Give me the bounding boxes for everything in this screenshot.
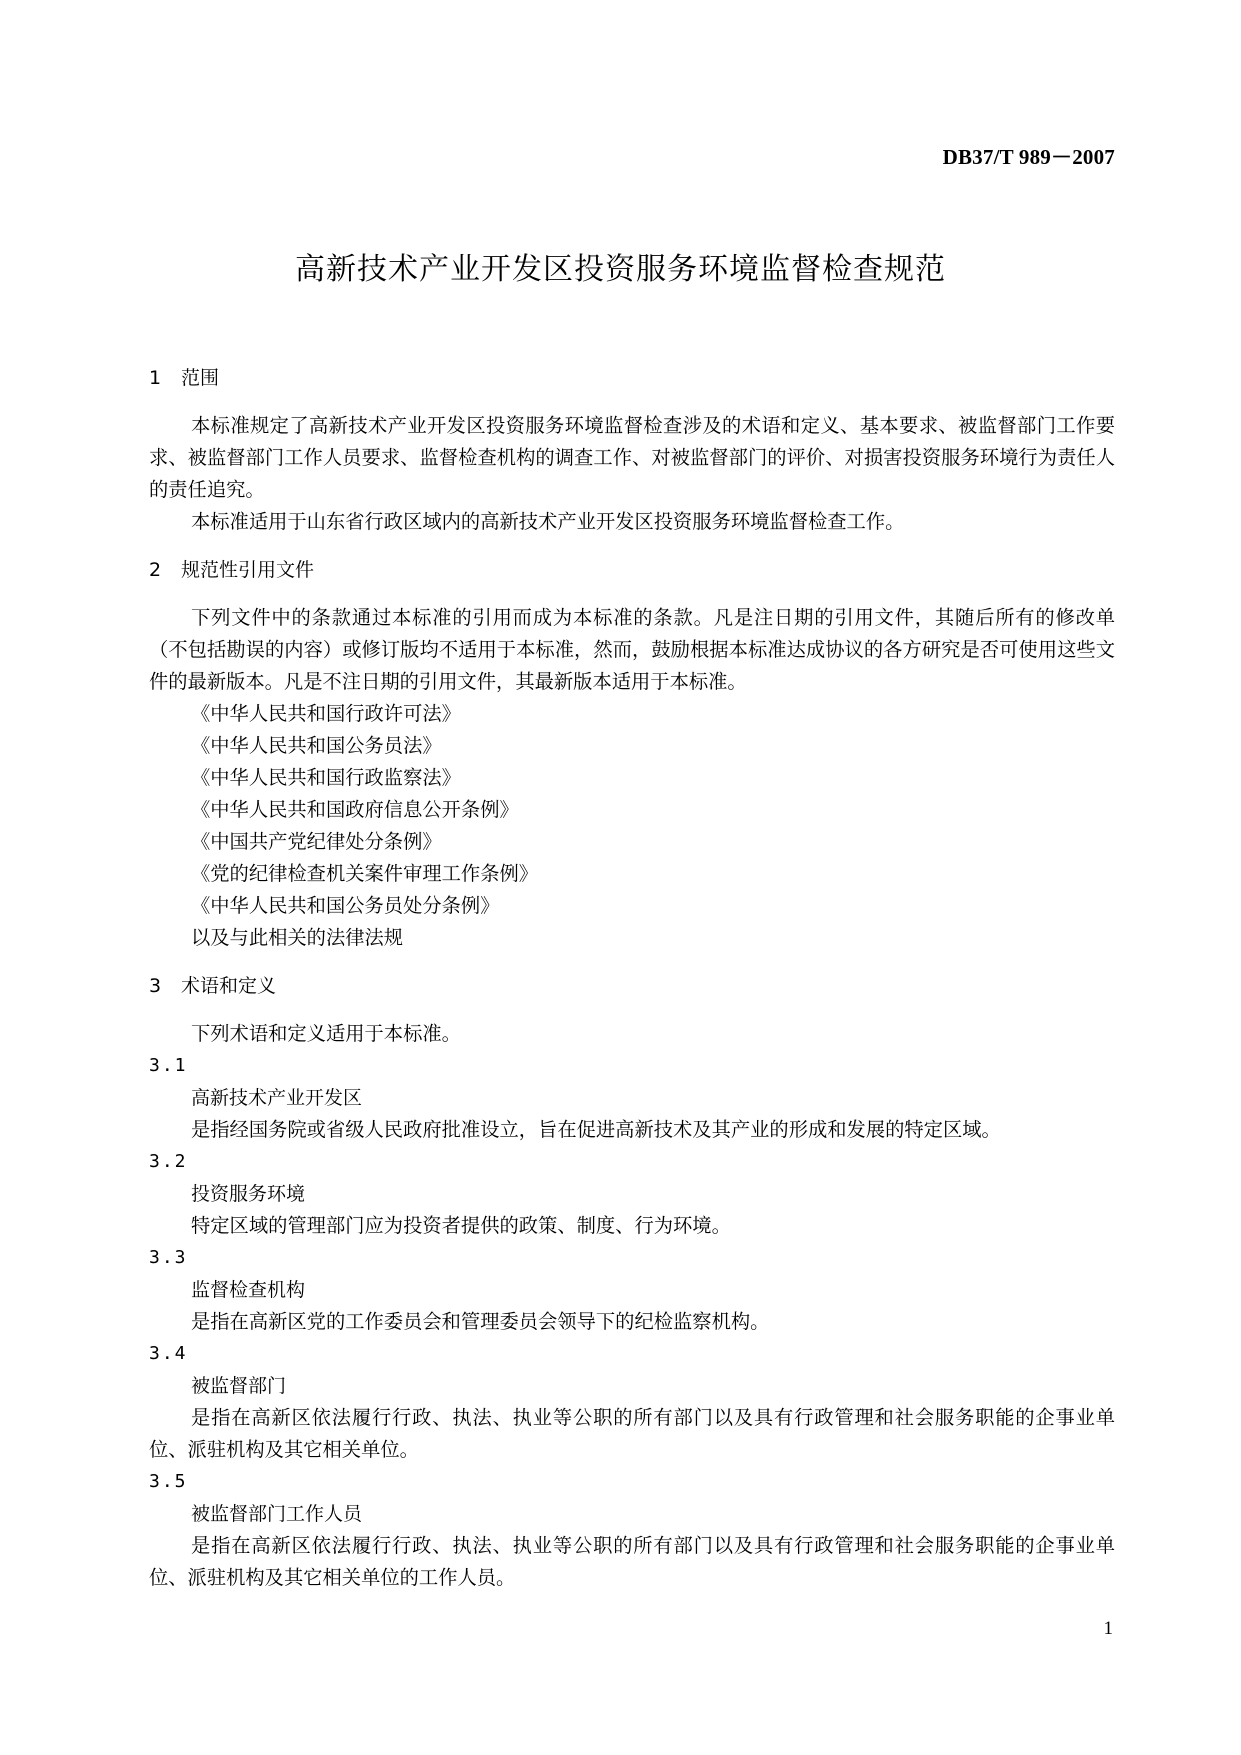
document-body xyxy=(149,362,1115,1594)
term-entry xyxy=(149,1050,1115,1146)
section-number: 1 xyxy=(149,367,162,389)
clause-number: 3.1 xyxy=(149,1055,188,1076)
term-entry xyxy=(149,1338,1115,1466)
term-entry xyxy=(149,1146,1115,1242)
paragraph: 下列文件中的条款通过本标准的引用而成为本标准的条款。凡是注日期的引用文件，其随后所有的修改单（不包括勘误的内容）或修订版均不适用于本标准，然而，鼓励根据本标准达成协议的各方研究是否可使用这些文件的最新版本。凡是不注日期的引用文件，其最新版本适用于本标准。 xyxy=(149,606,1115,693)
term-definition: 是指在高新区依法履行行政、执法、执业等公职的所有部门以及具有行政管理和社会服务职能的企事业单位、派驻机构及其它相关单位。 xyxy=(149,1406,1115,1461)
section-title: 范围 xyxy=(181,367,220,389)
term-definition: 是指在高新区党的工作委员会和管理委员会领导下的纪检监察机构。 xyxy=(191,1310,770,1333)
term-name: 监督检查机构 xyxy=(191,1279,306,1301)
term-entry xyxy=(149,1242,1115,1338)
reference-item: 《中国共产党纪律处分条例》 xyxy=(191,830,442,853)
paragraph: 本标准规定了高新技术产业开发区投资服务环境监督检查涉及的术语和定义、基本要求、被监督部门工作要求、被监督部门工作人员要求、监督检查机构的调查工作、对被监督部门的评价、对损害投资服务环境行为责任人的责任追究。 xyxy=(149,414,1115,501)
reference-item: 《党的纪律检查机关案件审理工作条例》 xyxy=(191,862,539,885)
term-name: 被监督部门 xyxy=(191,1375,287,1397)
reference-item: 《中华人民共和国公务员处分条例》 xyxy=(191,894,500,917)
section-number: 3 xyxy=(149,975,162,997)
section-heading-normative-references xyxy=(149,554,1115,586)
section-heading-terms xyxy=(149,970,1115,1002)
clause-number: 3.5 xyxy=(149,1471,188,1492)
section-heading-scope xyxy=(149,362,1115,394)
term-definition: 是指在高新区依法履行行政、执法、执业等公职的所有部门以及具有行政管理和社会服务职能的企事业单位、派驻机构及其它相关单位的工作人员。 xyxy=(149,1534,1115,1589)
term-name: 高新技术产业开发区 xyxy=(191,1087,363,1109)
term-name: 投资服务环境 xyxy=(191,1183,306,1205)
reference-tail: 以及与此相关的法律法规 xyxy=(191,926,404,949)
clause-number: 3.3 xyxy=(149,1247,188,1268)
reference-item: 《中华人民共和国行政监察法》 xyxy=(191,766,461,789)
document-title: 高新技术产业开发区投资服务环境监督检查规范 xyxy=(295,252,946,287)
paragraph: 本标准适用于山东省行政区域内的高新技术产业开发区投资服务环境监督检查工作。 xyxy=(191,510,905,533)
reference-item: 《中华人民共和国政府信息公开条例》 xyxy=(191,798,519,821)
clause-number: 3.4 xyxy=(149,1343,188,1364)
term-name: 被监督部门工作人员 xyxy=(191,1503,363,1525)
reference-item: 《中华人民共和国行政许可法》 xyxy=(191,702,461,725)
section-title: 术语和定义 xyxy=(181,975,277,997)
clause-number: 3.2 xyxy=(149,1151,188,1172)
paragraph: 下列术语和定义适用于本标准。 xyxy=(191,1022,461,1045)
section-number: 2 xyxy=(149,559,162,581)
term-definition: 是指经国务院或省级人民政府批准设立，旨在促进高新技术及其产业的形成和发展的特定区域。 xyxy=(191,1118,1001,1141)
term-entry xyxy=(149,1466,1115,1594)
standard-code: DB37/T 989－2007 xyxy=(942,145,1115,169)
term-definition: 特定区域的管理部门应为投资者提供的政策、制度、行为环境。 xyxy=(191,1214,731,1237)
section-title: 规范性引用文件 xyxy=(181,559,315,581)
page-number: 1 xyxy=(1103,1618,1113,1639)
reference-item: 《中华人民共和国公务员法》 xyxy=(191,734,442,757)
